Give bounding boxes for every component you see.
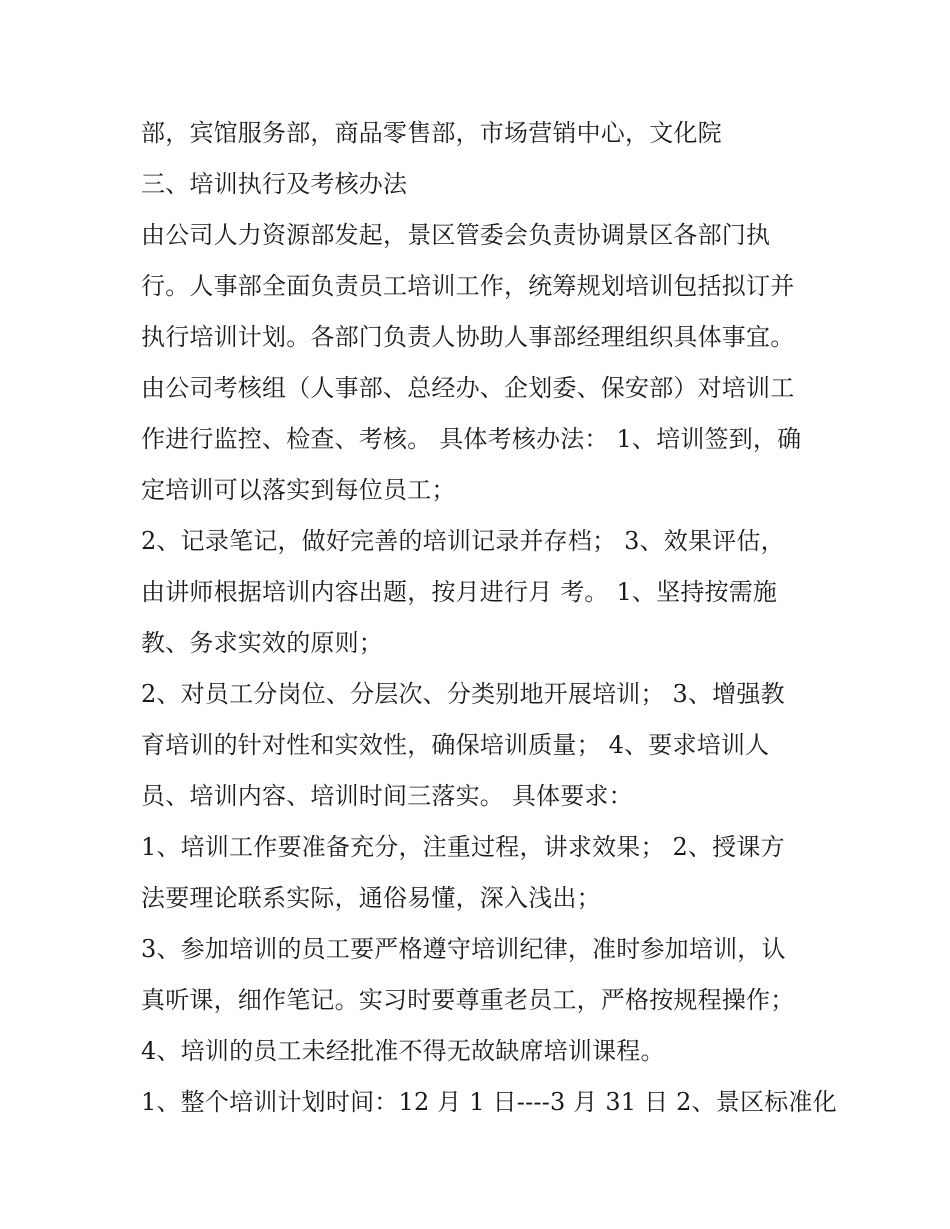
text-line: 员、培训内容、培训时间三落实。 具体要求：	[141, 782, 633, 810]
text-line: 法要理论联系实际，通俗易懂，深入浅出；	[141, 884, 601, 912]
document-body	[141, 108, 837, 1128]
text-line: 2、记录笔记，做好完善的培训记录并存档； 3、效果评估，	[141, 527, 785, 555]
text-line: 2、对员工分岗位、分层次、分类别地开展培训； 3、增强教	[141, 680, 785, 708]
text-line: 部，宾馆服务部，商品零售部，市场营销中心，文化院	[141, 119, 722, 147]
text-line: 4、培训的员工未经批准不得无故缺席培训课程。	[141, 1037, 665, 1065]
text-line: 真听课，细作笔记。实习时要尊重老员工，严格按规程操作；	[141, 986, 795, 1014]
text-line: 执行培训计划。各部门负责人协助人事部经理组织具体事宜。	[141, 323, 795, 351]
text-line: 3、参加培训的员工要严格遵守培训纪律，准时参加培训，认	[141, 935, 786, 963]
text-line: 1、培训工作要准备充分，注重过程，讲求效果； 2、授课方	[141, 833, 785, 861]
text-line: 作进行监控、检查、考核。 具体考核办法： 1、培训签到，确	[141, 425, 802, 453]
text-line: 定培训可以落实到每位员工；	[141, 476, 456, 504]
text-line: 行。人事部全面负责员工培训工作，统筹规划培训包括拟订并	[141, 272, 795, 300]
section-heading: 三、培训执行及考核办法	[141, 170, 408, 198]
text-line: 育培训的针对性和实效性，确保培训质量； 4、要求培训人	[141, 731, 770, 759]
text-line: 教、务求实效的原则；	[141, 629, 383, 657]
text-line: 由公司考核组（人事部、总经办、企划委、保安部）对培训工	[141, 374, 795, 402]
text-line: 由公司人力资源部发起，景区管委会负责协调景区各部门执	[141, 221, 771, 249]
text-line: 由讲师根据培训内容出题，按月进行月 考。 1、坚持按需施	[141, 578, 778, 606]
text-line: 1、整个培训计划时间：12 月 1 日----3 月 31 日 2、景区标准化	[141, 1088, 837, 1116]
